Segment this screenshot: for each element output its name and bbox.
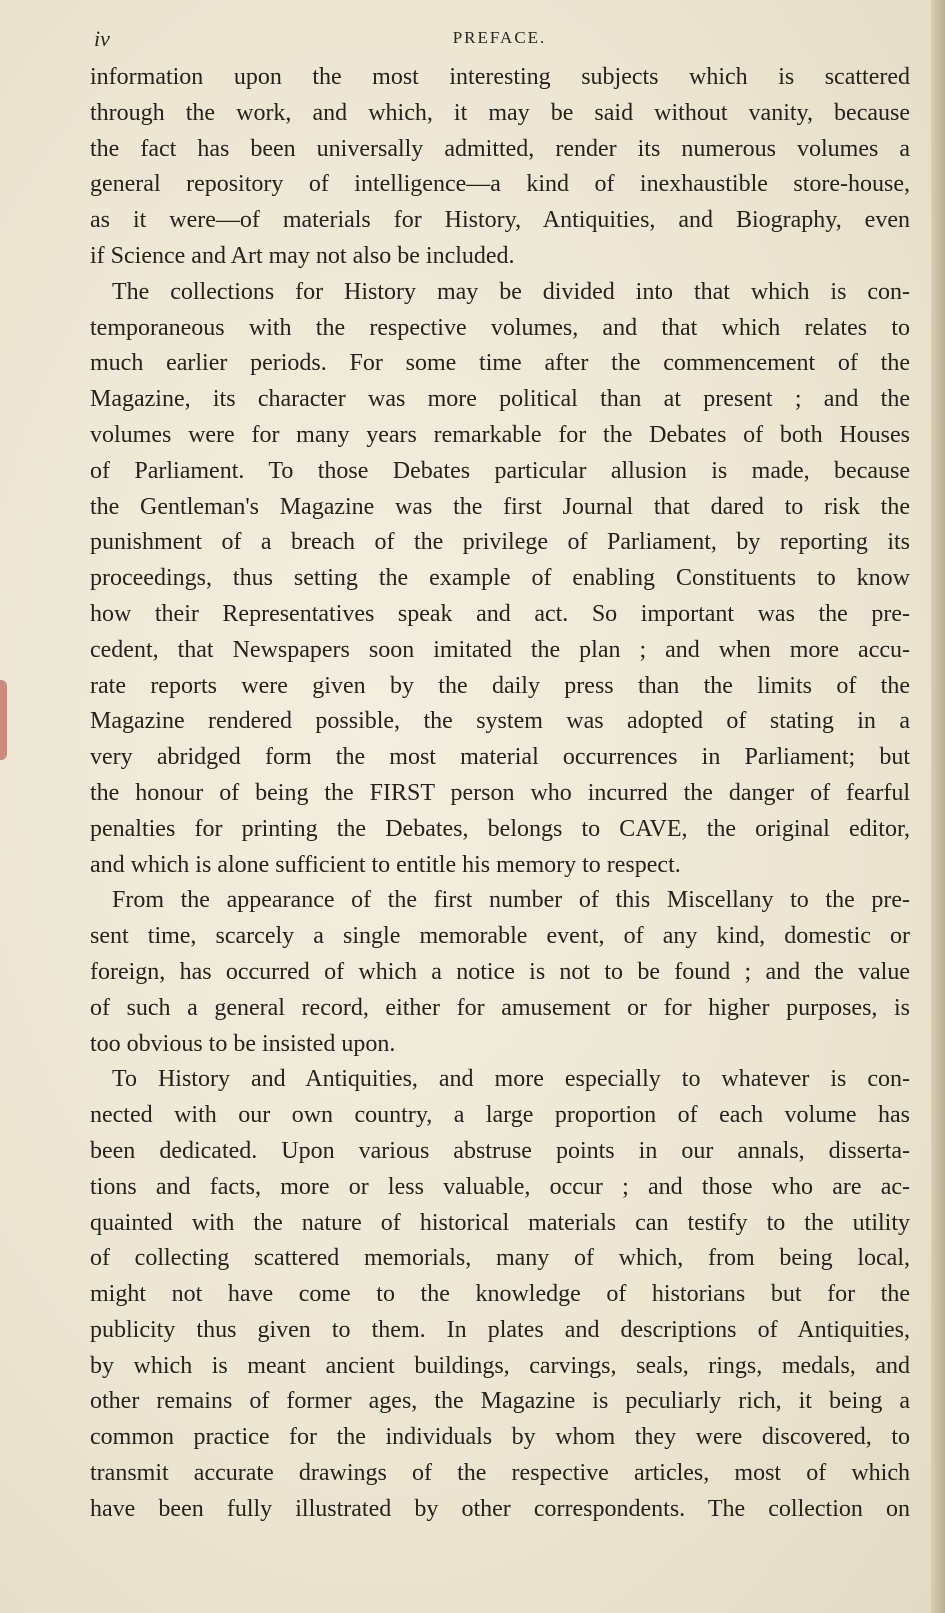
running-title: PREFACE. [452,28,547,47]
text-line: sent time, scarcely a single memorable event, of any kind, domestic or [90,923,910,950]
body-text [90,60,910,1528]
text-line: cedent, that Newspapers soon imitated the plan ; and when more accu- [90,636,910,663]
text-line: of such a general record, either for amusement or for higher purposes, is [90,994,910,1021]
paragraph-3 [90,883,910,1062]
text-line: The collections for History may be divided into that which is con- [112,278,910,305]
paragraph-1 [90,60,910,275]
text-line: proceedings, thus setting the example of enabling Constituents to know [90,565,910,592]
text-line: might not have come to the knowledge of historians but for the [90,1281,910,1308]
text-line: transmit accurate drawings of the respective articles, most of which [90,1460,910,1487]
text-line: Magazine rendered possible, the system was adopted of stating in a [90,708,910,735]
text-line: nected with our own country, a large proportion of each volume has [90,1102,910,1129]
text-line: of collecting scattered memorials, many of which, from being local, [90,1245,910,1272]
text-line: as it were—of materials for History, Antiquities, and Biography, even [90,207,910,234]
text-line: very abridged form the most material occurrences in Parliament; but [90,744,910,771]
page-number: iv [94,26,110,51]
text-line: have been fully illustrated by other correspondents. The collection on [90,1495,910,1522]
text-line: Magazine, its character was more political than at present ; and the [90,386,910,413]
text-line: foreign, has occurred of which a notice is not to be found ; and the value [90,958,910,985]
text-line: of Parliament. To those Debates particular allusion is made, because [90,457,910,484]
text-line: the fact has been universally admitted, render its numerous volumes a [90,135,910,162]
text-line: how their Representatives speak and act. So important was the pre- [90,600,910,627]
text-line: and which is alone sufficient to entitle his memory to respect. [90,851,681,878]
page-edge-mark [0,680,7,760]
text-line: through the work, and which, it may be said without vanity, because [90,99,910,126]
text-line: other remains of former ages, the Magazine is peculiarly rich, it being a [90,1388,910,1415]
paragraph-2 [90,275,910,884]
text-line: common practice for the individuals by whom they were discovered, to [90,1424,910,1451]
paragraph-4 [90,1062,910,1527]
text-line: information upon the most interesting subjects which is scattered [90,64,910,90]
text-line: the Gentleman's Magazine was the first Journal that dared to risk the [90,493,910,520]
text-line: penalties for printing the Debates, belongs to CAVE, the original editor, [90,815,910,842]
text-line: tions and facts, more or less valuable, occur ; and those who are ac- [90,1173,910,1200]
text-line: the honour of being the FIRST person who incurred the danger of fearful [90,779,910,806]
text-line: volumes were for many years remarkable for the Debates of both Houses [90,421,910,448]
text-line: To History and Antiquities, and more especially to whatever is con- [112,1066,910,1093]
page-gutter-shadow [931,0,945,1613]
text-line: by which is meant ancient buildings, carvings, seals, rings, medals, and [90,1352,910,1379]
text-line: much earlier periods. For some time after the commencement of the [90,350,910,377]
text-line: been dedicated. Upon various abstruse points in our annals, disserta- [90,1137,910,1164]
text-line: publicity thus given to them. In plates and descriptions of Antiquities, [90,1316,910,1343]
text-line: general repository of intelligence—a kind of inexhaustible store-house, [90,171,910,198]
text-line: rate reports were given by the daily press than the limits of the [90,672,910,699]
page-header [94,26,905,56]
text-line: From the appearance of the first number of this Miscellany to the pre- [112,887,910,914]
text-line: punishment of a breach of the privilege of Parliament, by reporting its [90,529,910,556]
text-line: if Science and Art may not also be included. [90,242,515,269]
text-line: quainted with the nature of historical materials can testify to the utility [90,1209,910,1236]
text-line: temporaneous with the respective volumes, and that which relates to [90,314,910,341]
text-line: too obvious to be insisted upon. [90,1030,396,1057]
